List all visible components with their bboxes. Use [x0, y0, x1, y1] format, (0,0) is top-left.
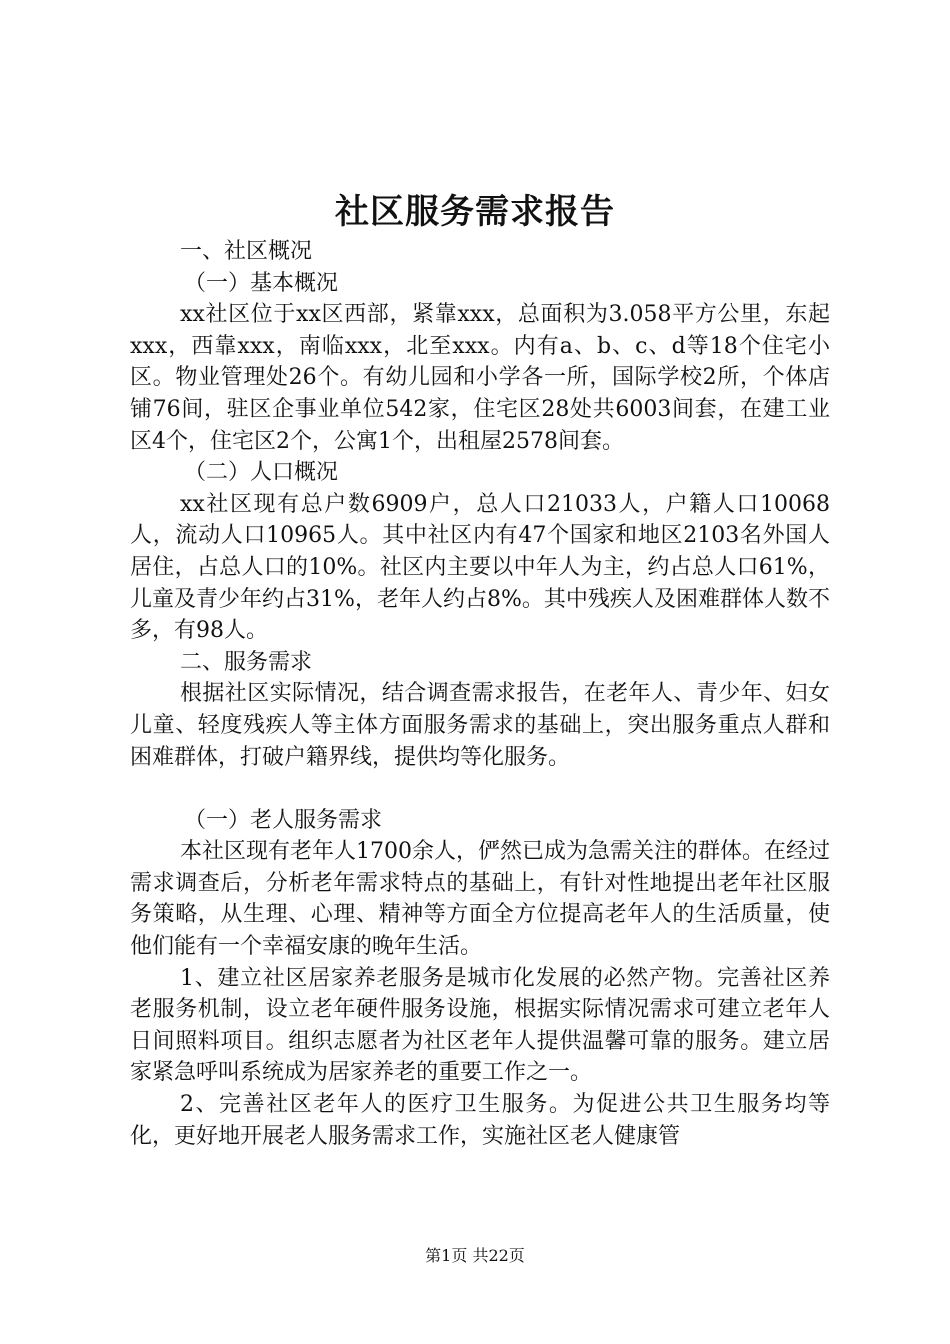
paragraph: xx社区位于xx区西部，紧靠xxx，总面积为3.058平方公里，东起xxx，西靠xxx，南临xxx，北至xxx。内有a、b、c、d等18个住宅小区。物业管理处26个。有幼儿园和小学各一所，国际学校2所，个体店铺76间，驻区企事业单位542家，住宅区28处共6003间套，在建工业区4个，住宅区2个，公寓1个，出租屋2578间套。 [130, 302, 830, 454]
subsection-heading: （一）基本概况 [184, 270, 339, 296]
paragraph: 根据社区实际情况，结合调查需求报告，在老年人、青少年、妇女儿童、轻度残疾人等主体方面服务需求的基础上，突出服务重点人群和困难群体，打破户籍界线，提供均等化服务。 [130, 681, 830, 770]
subsection-heading: （二）人口概况 [184, 460, 339, 486]
section-heading: 一、社区概况 [180, 239, 313, 264]
paragraph-gap [130, 773, 830, 805]
document-title: 社区服务需求报告 [335, 192, 615, 232]
section-heading: 二、服务需求 [180, 649, 313, 675]
document-body [130, 236, 830, 1152]
paragraph: xx社区现有总户数6909户，总人口21033人，户籍人口10068人，流动人口10965人。其中社区内有47个国家和地区2103名外国人居住，占总人口的10%。社区内主要以中年人为主，约占总人口61%，儿童及青少年约占31%，老年人约占8%。其中残疾人及困难群体人数不多，有98人。 [130, 491, 830, 644]
paragraph: 本社区现有老年人1700余人，俨然已成为急需关注的群体。在经过需求调查后，分析老年需求特点的基础上，有针对性地提出老年社区服务策略，从生理、心理、精神等方面全方位提高老年人的生活质量，使他们能有一个幸福安康的晚年生活。 [130, 839, 830, 960]
page-footer: 第1页 共22页 [425, 1246, 525, 1265]
paragraph: 1、建立社区居家养老服务是城市化发展的必然产物。完善社区养老服务机制，设立老年硬件服务设施，根据实际情况需求可建立老年人日间照料项目。组织志愿者为社区老年人提供温馨可靠的服务。建立居家紧急呼叫系统成为居家养老的重要工作之一。 [130, 965, 830, 1086]
paragraph: 2、完善社区老年人的医疗卫生服务。为促进公共卫生服务均等化，更好地开展老人服务需求工作，实施社区老人健康管 [130, 1092, 830, 1149]
subsection-heading: （一）老人服务需求 [184, 807, 383, 833]
